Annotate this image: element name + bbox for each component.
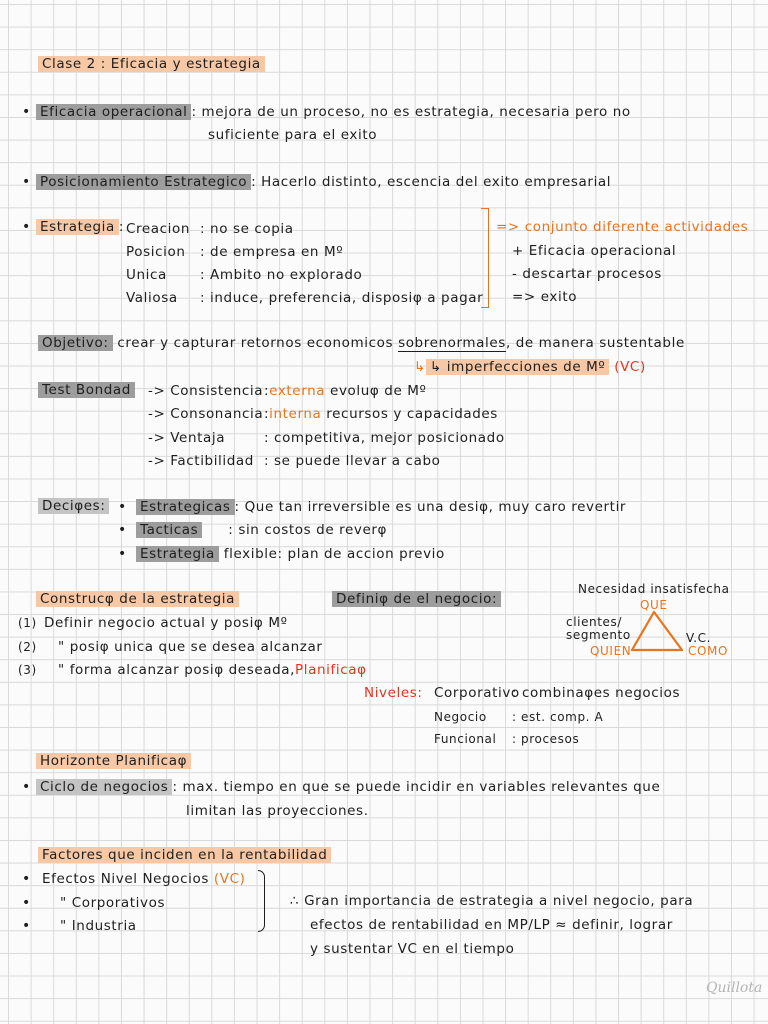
estrategia-term: Posicion: [126, 244, 186, 260]
test-desc: : se puede llevar a cabo: [264, 453, 441, 469]
title-highlight: Clase 2 : Eficacia y estrategia: [38, 56, 265, 72]
test-label-wrap: [38, 381, 135, 399]
decision-term: Estrategia: [136, 546, 219, 562]
estrategia-term: Valiosa: [126, 290, 178, 306]
nivel-term: Corporativo: [434, 685, 520, 701]
objetivo-label: Objetivo:: [38, 335, 113, 351]
triangle-left-label: clientes/ segmento: [566, 615, 631, 642]
decision-row: [136, 521, 387, 539]
objetivo-line: [38, 334, 685, 352]
objetivo-sub-b: (VC): [614, 359, 646, 375]
construccion-item: " forma alcanzar posiφ deseada,Planificaφ: [58, 662, 367, 678]
estrategia-label: Estrategia: [36, 219, 119, 235]
factor-item: " Corporativos: [60, 895, 166, 911]
objetivo-text-a: crear y capturar retornos economicos: [117, 335, 394, 351]
estrategia-desc: : induce, preferencia, disposiφ a pagar: [200, 290, 484, 306]
bullet: •: [118, 546, 127, 562]
bullet: •: [22, 174, 31, 190]
nivel-term: Negocio: [434, 710, 487, 724]
eficacia-line2: suficiente para el exito: [208, 127, 378, 143]
posicionamiento-text: : Hacerlo distinto, escencia del exito empresarial: [251, 174, 612, 190]
bullet: •: [22, 219, 31, 235]
bullet: •: [118, 499, 127, 515]
decision-term: Estrategicas: [136, 499, 235, 515]
decisiones-label-wrap: [38, 497, 109, 515]
factores-label: Factores que inciden en la rentabilidad: [38, 847, 331, 863]
decision-desc: : sin costos de reverφ: [228, 522, 388, 538]
horizonte-label-wrap: [36, 752, 191, 770]
posicionamiento-line: [36, 173, 611, 191]
ciclo-line: [36, 778, 660, 796]
construccion-label-wrap: [36, 590, 239, 608]
nivel-desc: : est. comp. A: [512, 710, 604, 724]
estrategia-right-1: + Eficacia operacional: [512, 243, 677, 259]
nivel-desc: : procesos: [512, 732, 580, 746]
eficacia-text: : mejora de un proceso, no es estrategia, necesaria pero no: [191, 104, 631, 120]
vc-tag: (VC): [213, 871, 246, 887]
triangle-top-label: Necesidad insatisfecha: [578, 582, 730, 596]
horizonte-label: Horizonte Planificaφ: [36, 753, 191, 769]
objetivo-text-b: sobrenormales: [398, 335, 506, 351]
triangle-diagram: [628, 608, 688, 654]
decision-desc: : plan de accion previo: [277, 546, 445, 562]
ciclo-text: : max. tiempo en que se puede incidir en variables relevantes que: [172, 779, 661, 795]
test-term: -> Consistencia: [148, 383, 264, 399]
factor-item: Efectos Nivel Negocios (VC): [42, 871, 246, 887]
conclusion-line: ∴ Gran importancia de estrategia a nivel negocio, para: [290, 893, 694, 909]
factor-item: " Industria: [60, 918, 137, 934]
triangle-top: QUE: [640, 598, 668, 612]
conclusion-line: y sustentar VC en el tiempo: [310, 941, 515, 957]
niveles-label: Niveles:: [364, 685, 423, 701]
decision-desc: : Que tan irreversible es una desiφ, muy caro revertir: [234, 499, 627, 515]
nivel-desc: : combinaφes negocios: [512, 685, 681, 701]
objetivo-text-c: , de manera sustentable: [505, 335, 685, 351]
eficacia-label: Eficacia operacional: [36, 104, 191, 120]
test-label: Test Bondad: [38, 382, 135, 398]
orange-bracket: [481, 208, 489, 308]
ciclo-label: Ciclo de negocios: [36, 779, 172, 795]
test-desc: : competitiva, mejor posicionado: [264, 430, 505, 446]
decisiones-label: Deciφes:: [38, 498, 109, 514]
bullet: •: [22, 918, 31, 934]
factores-label-wrap: [38, 846, 331, 864]
decision-extra: flexible: [218, 546, 278, 562]
estrategia-desc: : no se copia: [200, 221, 294, 237]
triangle-right: COMO: [688, 644, 729, 658]
construccion-num: (1): [18, 616, 37, 630]
arrow-sub-icon: ↳: [414, 359, 426, 375]
definicion-label-wrap: [332, 590, 501, 608]
test-desc: :externa evoluφ de Mº: [264, 383, 427, 399]
estrategia-term: Unica: [126, 267, 167, 283]
bullet: •: [22, 895, 31, 911]
test-term: -> Ventaja: [148, 430, 226, 446]
estrategia-desc: : Ambito no explorado: [200, 267, 363, 283]
construccion-num: (3): [18, 663, 37, 677]
estrategia-right-2: - descartar procesos: [512, 266, 662, 282]
bullet: •: [22, 104, 31, 120]
test-term: -> Consonancia: [148, 406, 264, 422]
construccion-label: Construcφ de la estrategia: [36, 591, 239, 607]
bullet: •: [118, 522, 127, 538]
estrategia-term: Creacion: [126, 221, 191, 237]
decision-row: [136, 545, 445, 563]
nivel-term: Funcional: [434, 732, 497, 746]
estrategia-right-0: => conjunto diferente actividades: [496, 219, 749, 235]
eficacia-line: [36, 103, 631, 121]
estrategia-label-wrap: Estrategia :: [36, 218, 124, 236]
construccion-num: (2): [18, 640, 37, 654]
triangle-left: QUIEN: [590, 644, 632, 658]
page-title: [38, 55, 265, 73]
posicionamiento-label: Posicionamiento Estrategico: [36, 174, 251, 190]
triangle-right-label: V.C.: [686, 631, 712, 645]
objetivo-sub-a: ↳ imperfecciones de Mº: [426, 359, 609, 375]
black-bracket: [258, 870, 265, 932]
brand-logo: Quillota: [706, 980, 763, 996]
decision-term: Tacticas: [136, 522, 202, 538]
objetivo-sub: [414, 358, 646, 376]
planificacion-text: Planificaφ: [295, 662, 367, 678]
test-term: -> Factibilidad: [148, 453, 254, 469]
decision-row: [136, 498, 626, 516]
estrategia-right-3: => exito: [512, 289, 578, 305]
construccion-item: " posiφ unica que se desea alcanzar: [58, 639, 323, 655]
definicion-label: Definiφ de el negocio:: [332, 591, 501, 607]
test-desc: :interna recursos y capacidades: [264, 406, 498, 422]
bullet: •: [22, 871, 31, 887]
estrategia-desc: : de empresa en Mº: [200, 244, 344, 260]
conclusion-line: efectos de rentabilidad en MP/LP ≈ definir, lograr: [310, 917, 673, 933]
construccion-item: Definir negocio actual y posiφ Mº: [44, 615, 288, 631]
ciclo-line2: limitan las proyecciones.: [186, 803, 369, 819]
bullet: •: [22, 779, 31, 795]
